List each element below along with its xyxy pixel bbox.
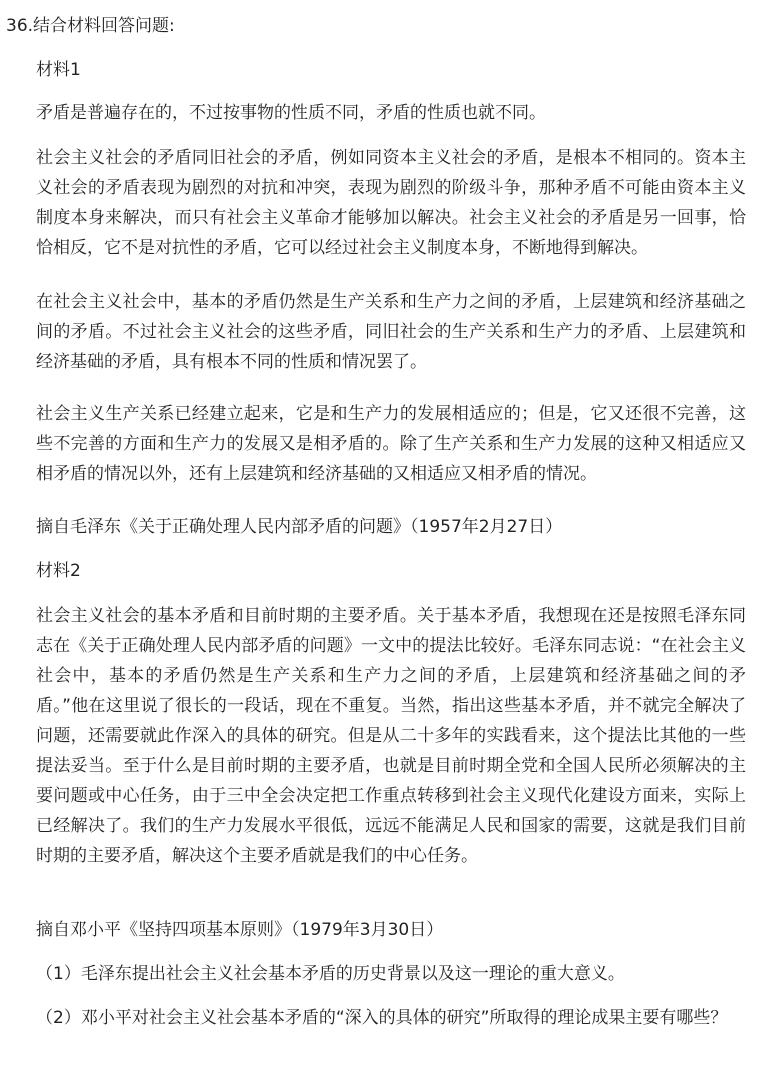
question-number: 36. bbox=[6, 16, 34, 36]
sub-question-1: （1）毛泽东提出社会主义社会基本矛盾的历史背景以及这一理论的重大意义。 bbox=[36, 964, 625, 984]
material1-paragraph-4: 社会主义生产关系已经建立起来，它是和生产力的发展相适应的；但是，它又还很不完善，这些不完善的方面和生产力的发展又是相矛盾的。除了生产关系和生产力发展的这种又相适应又相矛盾的情况以外，还有上层建筑和经济基础的又相适应又相矛盾的情况。 bbox=[36, 404, 746, 484]
sub-question-2: （2）邓小平对社会主义社会基本矛盾的“深入的具体的研究”所取得的理论成果主要有哪些？ bbox=[36, 1008, 728, 1028]
material1-title: 材料1 bbox=[36, 60, 81, 80]
question-prompt: 结合材料回答问题: bbox=[33, 16, 175, 36]
material1-paragraph-1: 矛盾是普遍存在的，不过按事物的性质不同，矛盾的性质也就不同。 bbox=[36, 103, 546, 123]
material1-paragraph-3: 在社会主义社会中，基本的矛盾仍然是生产关系和生产力之间的矛盾，上层建筑和经济基础之间的矛盾。不过社会主义社会的这些矛盾，同旧社会的生产关系和生产力的矛盾、上层建筑和经济基础的矛盾，具有根本不同的性质和情况罢了。 bbox=[36, 292, 746, 372]
material2-title: 材料2 bbox=[36, 561, 81, 581]
material2-paragraph: 社会主义社会的基本矛盾和目前时期的主要矛盾。关于基本矛盾，我想现在还是按照毛泽东同志在《关于正确处理人民内部矛盾的问题》一文中的提法比较好。毛泽东同志说：“在社会主义社会中，基本的矛盾仍然是生产关系和生产力之间的矛盾，上层建筑和经济基础之间的矛盾。”他在这里说了很长的一段话，现在不重复。当然，指出这些基本矛盾，并不就完全解决了问题，还需要就此作深入的具体的研究。但是从二十多年的实践看来，这个提法比其他的一些提法妥当。至于什么是目前时期的主要矛盾，也就是目前时期全党和全国人民所必须解决的主要问题或中心任务，由于三中全会决定把工作重点转移到社会主义现代化建设方面来，实际上已经解决了。我们的生产力发展水平很低，远远不能满足人民和国家的需要，这就是我们目前时期的主要矛盾，解决这个主要矛盾就是我们的中心任务。 bbox=[36, 606, 746, 866]
question-header bbox=[6, 11, 175, 41]
material1-paragraph-2: 社会主义社会的矛盾同旧社会的矛盾，例如同资本主义社会的矛盾，是根本不相同的。资本主义社会的矛盾表现为剧烈的对抗和冲突，表现为剧烈的阶级斗争，那种矛盾不可能由资本主义制度本身来解决，而只有社会主义革命才能够加以解决。社会主义社会的矛盾是另一回事，恰恰相反，它不是对抗性的矛盾，它可以经过社会主义制度本身，不断地得到解决。 bbox=[36, 148, 746, 258]
material1-source: 摘自毛泽东《关于正确处理人民内部矛盾的问题》（1957年2月27日） bbox=[36, 517, 563, 537]
material2-source: 摘自邓小平《坚持四项基本原则》（1979年3月30日） bbox=[36, 920, 444, 940]
